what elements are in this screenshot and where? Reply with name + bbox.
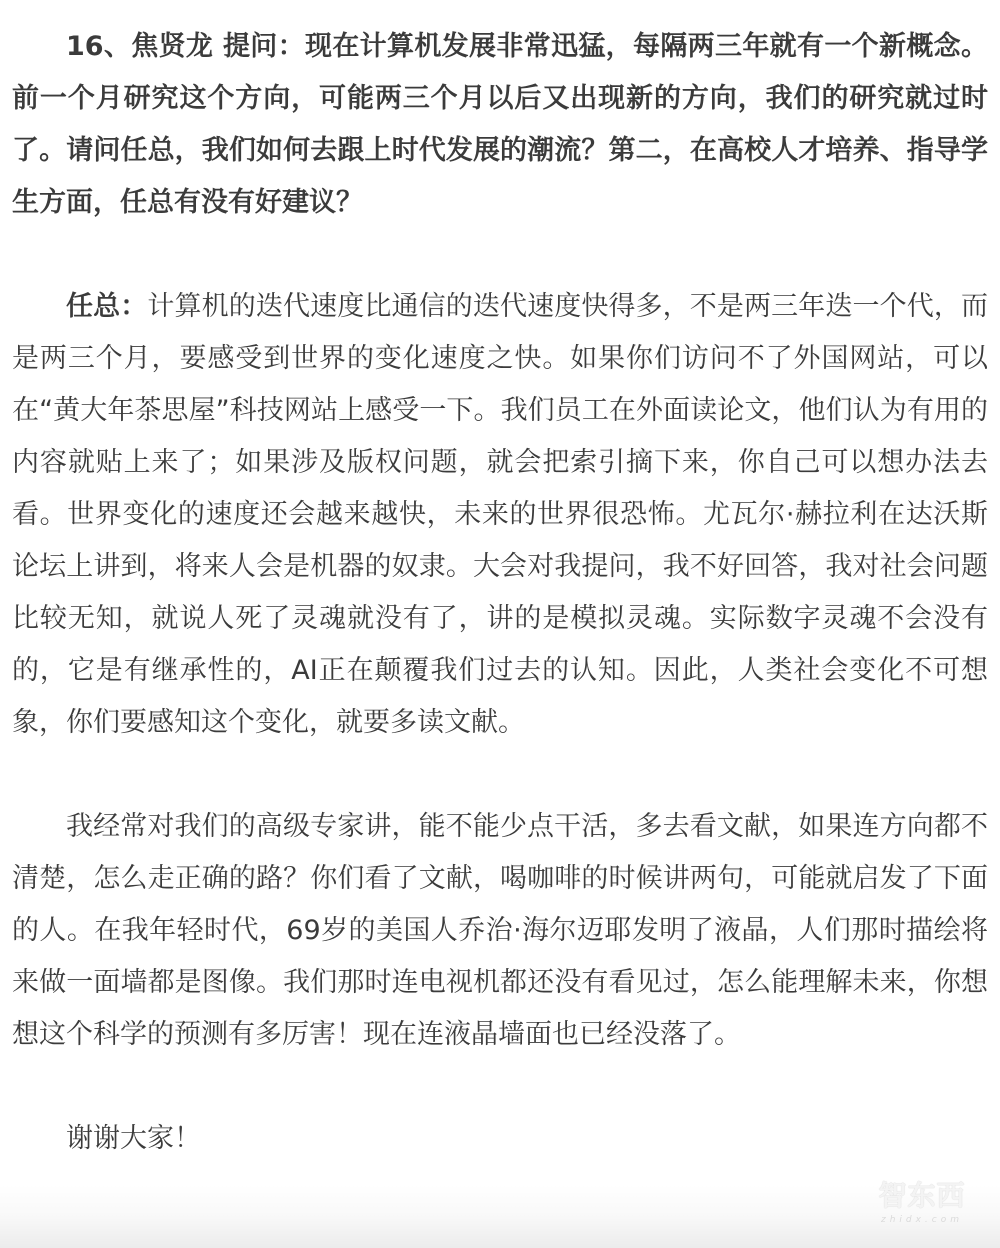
question-text: 现在计算机发展非常迅猛，每隔两三年就有一个新概念。前一个月研究这个方向，可能两三个月以后又出现新的方向，我们的研究就过时了。请问任总，我们如何去跟上时代发展的潮流？第二，在高校人才培养、指导学生方面，任总有没有好建议？ — [12, 31, 988, 218]
watermark-url: zhidx.com — [880, 1215, 964, 1225]
answer-continuation-paragraph — [12, 801, 988, 1061]
closing-text: 谢谢大家！ — [66, 1123, 201, 1154]
answerer-label: 任总： — [66, 291, 148, 322]
questioner-label: 16、焦贤龙 提问： — [66, 31, 305, 62]
answer-text: 计算机的迭代速度比通信的迭代速度快得多，不是两三年迭一个代，而是两三个月，要感受到世界的变化速度之快。如果你们访问不了外国网站，可以在“黄大年茶思屋”科技网站上感受一下。我们员工在外面读论文，他们认为有用的内容就贴上来了；如果涉及版权问题，就会把索引摘下来，你自己可以想办法去看。世界变化的速度还会越来越快，未来的世界很恐怖。尤瓦尔·赫拉利在达沃斯论坛上讲到，将来人会是机器的奴隶。大会对我提问，我不好回答，我对社会问题比较无知，就说人死了灵魂就没有了，讲的是模拟灵魂。实际数字灵魂不会没有的，它是有继承性的，AI正在颠覆我们过去的认知。因此，人类社会变化不可想象，你们要感知这个变化，就要多读文献。 — [12, 291, 989, 738]
answer-continuation-text: 我经常对我们的高级专家讲，能不能少点干活，多去看文献，如果连方向都不清楚，怎么走正确的路？你们看了文献，喝咖啡的时候讲两句，可能就启发了下面的人。在我年轻时代，69岁的美国人乔治·海尔迈耶发明了液晶，人们那时描绘将来做一面墙都是图像。我们那时连电视机都还没有看见过，怎么能理解未来，你想想这个科学的预测有多厉害！现在连液晶墙面也已经没落了。 — [12, 811, 988, 1050]
watermark-logo — [866, 1178, 978, 1234]
closing-paragraph — [12, 1113, 988, 1165]
watermark-logo-text: 智东西 — [878, 1179, 966, 1212]
answer-paragraph — [12, 281, 988, 749]
article-body — [12, 21, 988, 1165]
question-paragraph — [12, 21, 988, 229]
